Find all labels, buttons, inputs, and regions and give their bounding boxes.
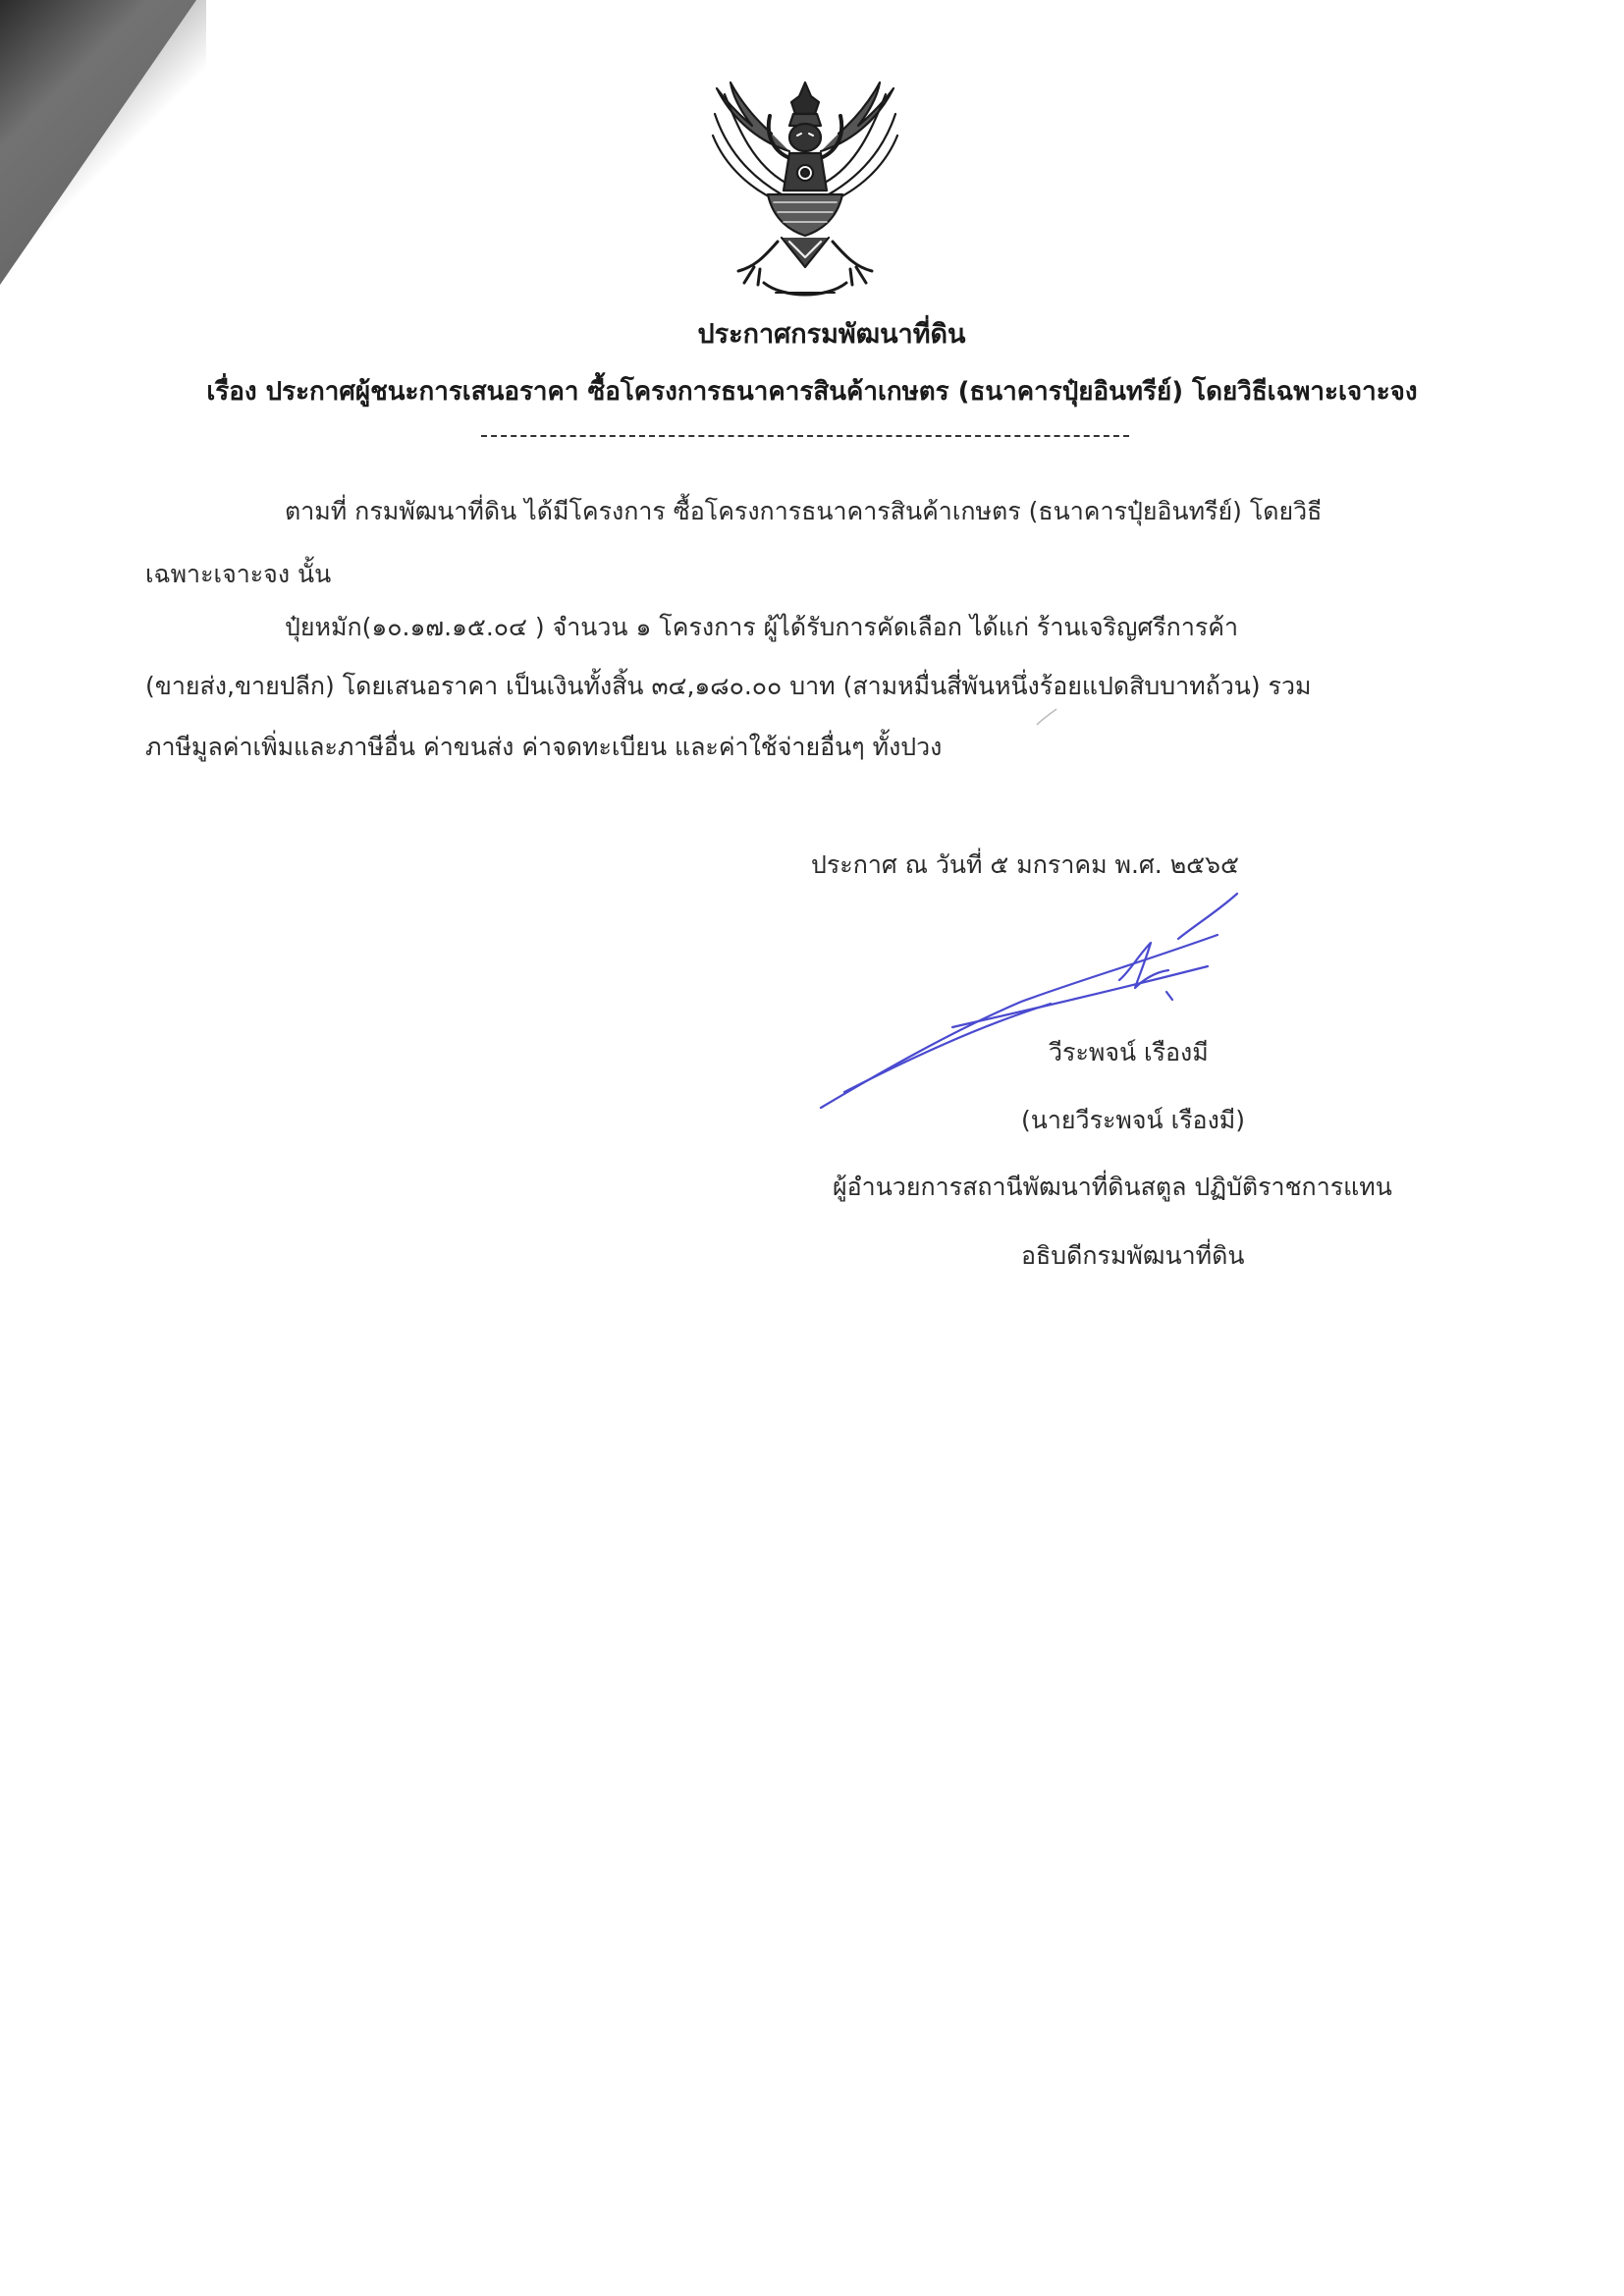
signatory-name: วีระพจน์ เรืองมี — [1049, 1038, 1209, 1066]
body-paragraph-line-4: (ขายส่ง,ขายปลีก) โดยเสนอราคา เป็นเงินทั้งสิ้น ๓๔,๑๘๐.๐๐ บาท (สามหมื่นสี่พันหนึ่งร้อยแปดสิบบาทถ้วน) รวม — [145, 672, 1312, 700]
signatory-full-name: (นายวีระพจน์ เรืองมี) — [1021, 1106, 1246, 1134]
scan-corner-fade — [0, 0, 206, 295]
body-paragraph-line-3: ปุ๋ยหมัก(๑๐.๑๗.๑๕.๐๔ ) จำนวน ๑ โครงการ ผู้ได้รับการคัดเลือก ได้แก่ ร้านเจริญศรีการค้า — [285, 613, 1239, 641]
signatory-position-line-1: ผู้อำนวยการสถานีพัฒนาที่ดินสตูล ปฏิบัติราชการแทน — [833, 1173, 1392, 1201]
document-subject: เรื่อง ประกาศผู้ชนะการเสนอราคา ซื้อโครงการธนาคารสินค้าเกษตร (ธนาคารปุ๋ยอินทรีย์) โดยวิธีเฉพาะเจาะจง — [206, 377, 1418, 407]
garuda-emblem-icon — [695, 75, 915, 306]
body-paragraph-line-1: ตามที่ กรมพัฒนาที่ดิน ได้มีโครงการ ซื้อโครงการธนาคารสินค้าเกษตร (ธนาคารปุ๋ยอินทรีย์) โดยวิธี — [285, 497, 1323, 525]
announcement-date: ประกาศ ณ วันที่ ๕ มกราคม พ.ศ. ๒๕๖๕ — [811, 850, 1239, 879]
handwritten-signature — [805, 864, 1276, 1120]
scan-mark-icon — [1035, 707, 1058, 727]
body-paragraph-line-2: เฉพาะเจาะจง นั้น — [145, 560, 332, 588]
document-title: ประกาศกรมพัฒนาที่ดิน — [697, 319, 966, 350]
signatory-position-line-2: อธิบดีกรมพัฒนาที่ดิน — [1021, 1241, 1245, 1270]
header-divider — [481, 435, 1129, 437]
body-paragraph-line-5: ภาษีมูลค่าเพิ่มและภาษีอื่น ค่าขนส่ง ค่าจดทะเบียน และค่าใช้จ่ายอื่นๆ ทั้งปวง — [145, 733, 943, 761]
